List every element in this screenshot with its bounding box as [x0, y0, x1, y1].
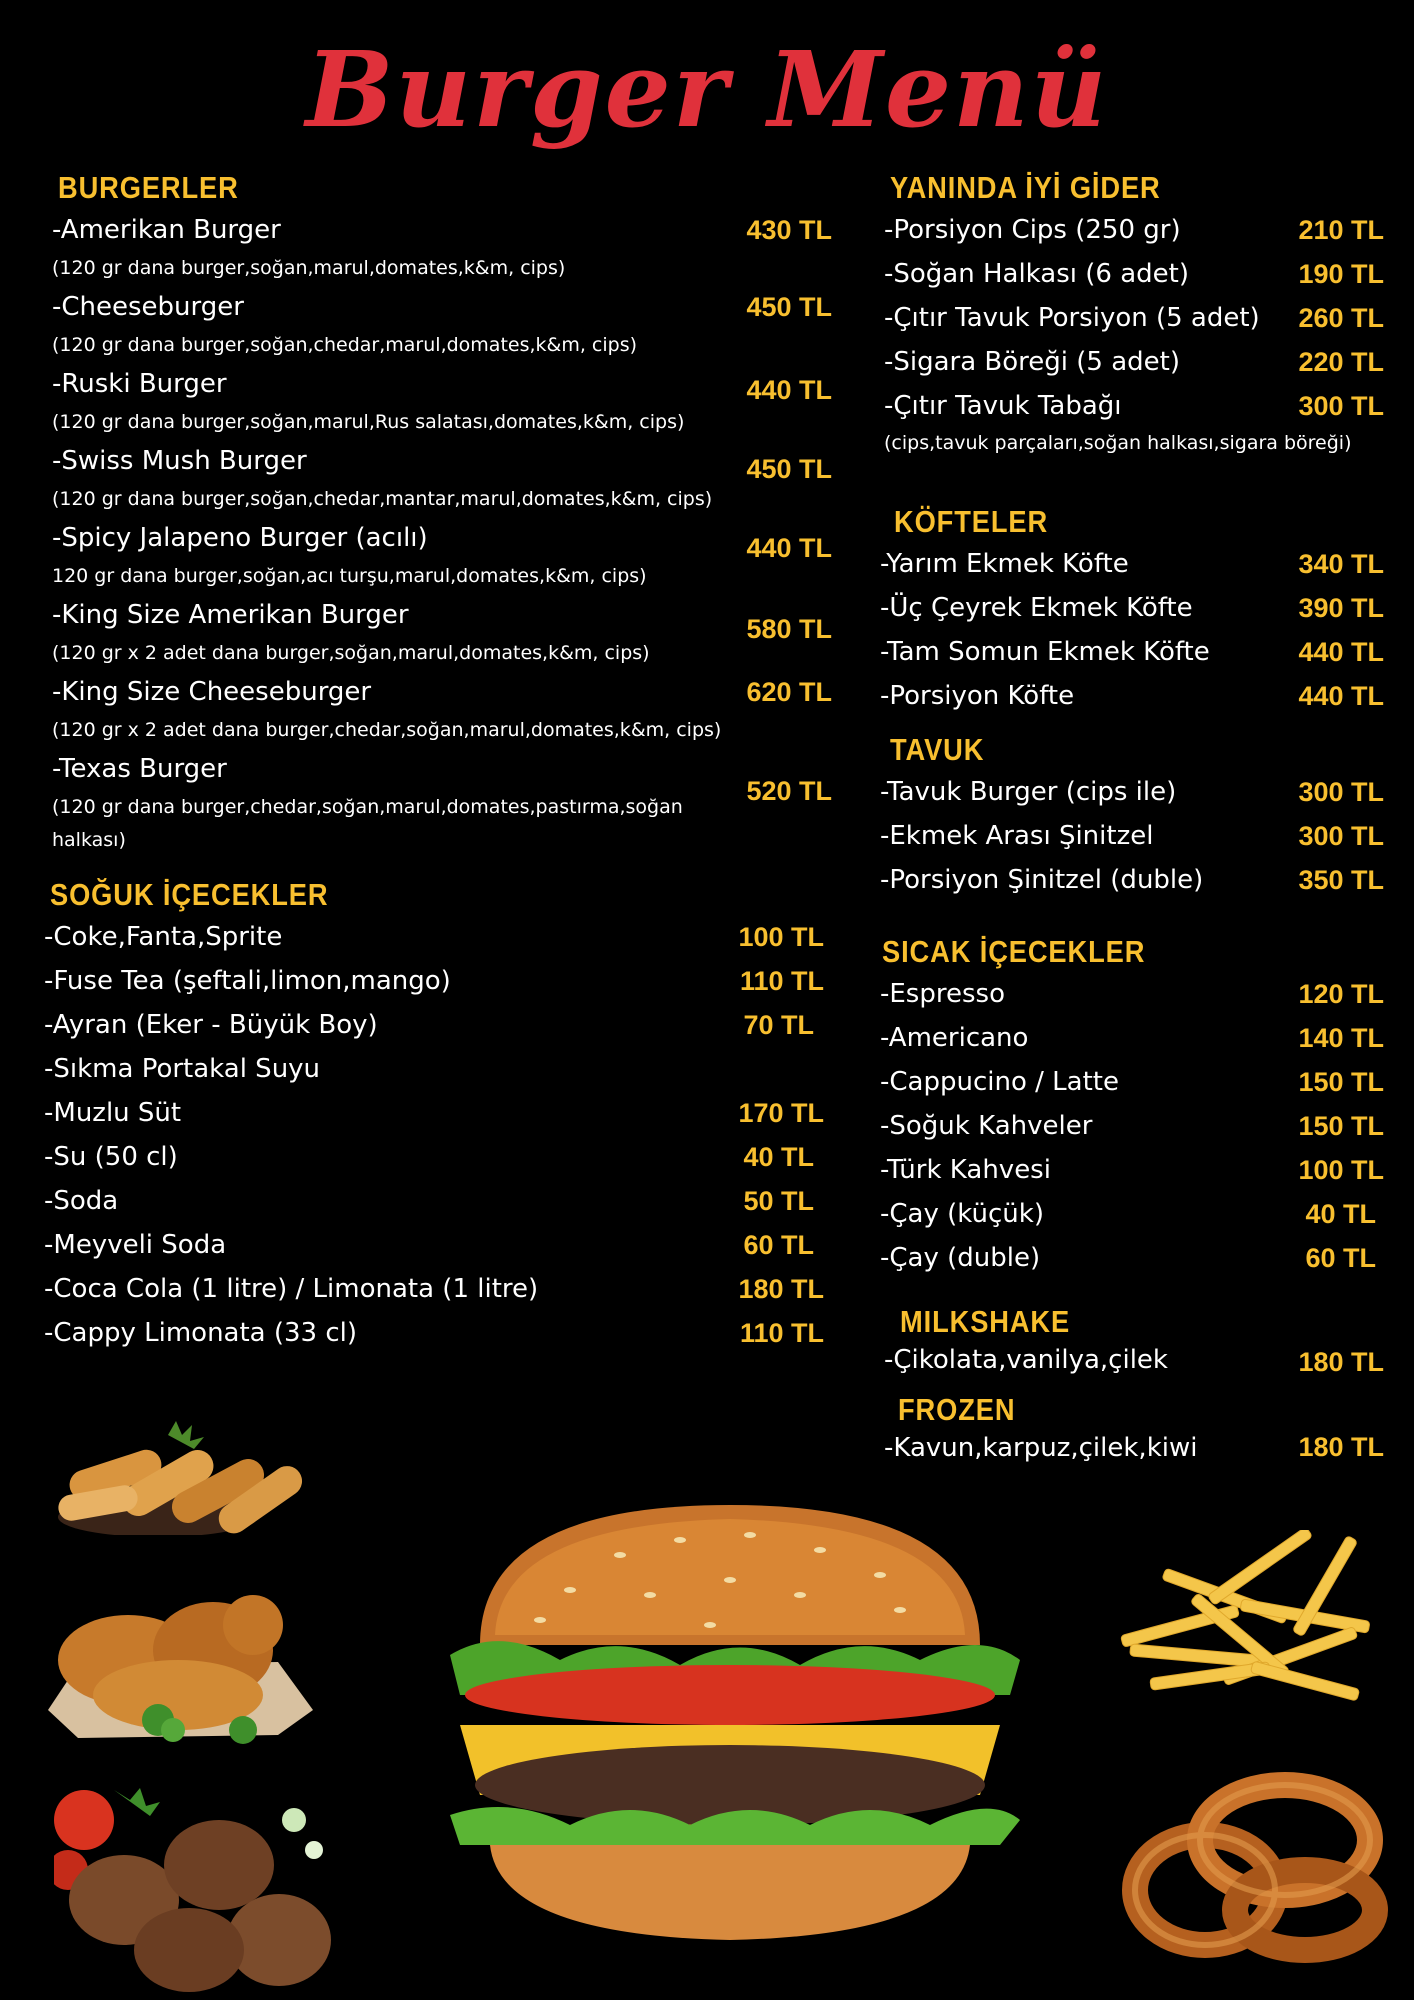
- item-price: 440 TL: [1298, 681, 1384, 711]
- item-price: 110 TL: [739, 1318, 824, 1348]
- item-desc: (120 gr dana burger,chedar,soğan,marul,domates,pastırma,soğan halkası): [52, 796, 683, 851]
- menu-item: [880, 1016, 1384, 1060]
- menu-item: [44, 1267, 822, 1311]
- section-burgerler: [52, 168, 832, 857]
- item-price: 110 TL: [739, 966, 824, 996]
- item-name: -Çıtır Tavuk Porsiyon (5 adet): [884, 303, 1260, 333]
- item-name: -Americano: [880, 1023, 1029, 1053]
- item-name: -Swiss Mush Burger: [52, 446, 307, 476]
- item-name: -Sıkma Portakal Suyu: [44, 1054, 321, 1084]
- menu-item: [44, 1047, 822, 1091]
- item-desc: (120 gr dana burger,soğan,marul,Rus salatası,domates,k&m, cips): [52, 411, 685, 433]
- item-price: 620 TL: [746, 677, 832, 707]
- menu-item: [52, 670, 832, 747]
- item-price: 300 TL: [1298, 821, 1384, 851]
- spring-rolls-photo: [48, 1405, 316, 1535]
- menu-item: [52, 593, 832, 670]
- item-desc: (120 gr dana burger,soğan,chedar,mantar,marul,domates,k&m, cips): [52, 488, 713, 510]
- menu-item: [44, 1179, 822, 1223]
- item-price: 40 TL: [1305, 1199, 1376, 1229]
- menu-item: [52, 285, 832, 362]
- menu-item: [880, 542, 1384, 586]
- item-name: -Espresso: [880, 979, 1005, 1009]
- menu-item: [880, 1192, 1384, 1236]
- item-name: -Cappucino / Latte: [880, 1067, 1119, 1097]
- item-price: 100 TL: [1298, 1155, 1384, 1185]
- item-name: -Porsiyon Köfte: [880, 681, 1075, 711]
- item-price: 440 TL: [1298, 637, 1384, 667]
- section-yaninda: [884, 168, 1384, 458]
- menu-item: [52, 439, 832, 516]
- item-price: 150 TL: [1298, 1067, 1384, 1097]
- item-price: 440 TL: [746, 533, 832, 563]
- menu-item: [884, 208, 1384, 252]
- item-name: -Kavun,karpuz,çilek,kiwi: [884, 1433, 1198, 1463]
- item-price: 580 TL: [746, 614, 832, 644]
- item-price: 350 TL: [1298, 865, 1384, 895]
- item-price: 100 TL: [738, 922, 824, 952]
- section-title-sicak: SICAK İÇECEKLER: [882, 934, 1146, 969]
- menu-item: [880, 770, 1384, 814]
- item-name: -Çay (duble): [880, 1243, 1041, 1273]
- item-name: -Fuse Tea (şeftali,limon,mango): [44, 966, 451, 996]
- menu-item: [52, 747, 832, 857]
- item-price: 210 TL: [1298, 215, 1384, 245]
- item-name: -Soğan Halkası (6 adet): [884, 259, 1189, 289]
- item-price: 120 TL: [1298, 979, 1384, 1009]
- left-column: [44, 168, 832, 1355]
- item-name: -Cappy Limonata (33 cl): [44, 1318, 358, 1348]
- item-price: 300 TL: [1298, 777, 1384, 807]
- item-price: 300 TL: [1298, 391, 1384, 421]
- section-title-yaninda: YANINDA İYİ GİDER: [890, 170, 1161, 205]
- item-price: 50 TL: [743, 1186, 814, 1216]
- item-price: 140 TL: [1298, 1023, 1384, 1053]
- menu-item: [884, 252, 1384, 296]
- menu-item: [880, 1060, 1384, 1104]
- item-desc: (120 gr x 2 adet dana burger,soğan,marul,domates,k&m, cips): [52, 642, 650, 664]
- item-price: 180 TL: [1298, 1347, 1384, 1377]
- item-name: -Ekmek Arası Şinitzel: [880, 821, 1154, 851]
- item-price: 440 TL: [746, 375, 832, 405]
- item-desc: 120 gr dana burger,soğan,acı turşu,marul,domates,k&m, cips): [52, 565, 647, 587]
- item-price: 60 TL: [743, 1230, 814, 1260]
- item-price: 520 TL: [746, 776, 832, 806]
- item-name: -Çikolata,vanilya,çilek: [884, 1345, 1168, 1375]
- section-frozen: [884, 1390, 1384, 1466]
- section-title-frozen: FROZEN: [898, 1392, 1016, 1427]
- item-desc: (120 gr x 2 adet dana burger,chedar,soğan,marul,domates,k&m, cips): [52, 719, 722, 741]
- item-price: 170 TL: [738, 1098, 824, 1128]
- item-name: -Üç Çeyrek Ekmek Köfte: [880, 593, 1193, 623]
- item-name: -Cheeseburger: [52, 292, 244, 322]
- item-name: -Soda: [44, 1186, 119, 1216]
- menu-title: Burger Menü: [305, 28, 1109, 151]
- section-kofteler: [880, 502, 1384, 718]
- item-name: -King Size Cheeseburger: [52, 677, 372, 707]
- section-title-tavuk: TAVUK: [890, 732, 985, 767]
- item-name: -Texas Burger: [52, 754, 227, 784]
- item-price: 450 TL: [746, 292, 832, 322]
- item-name: -Tavuk Burger (cips ile): [880, 777, 1177, 807]
- menu-item: [880, 972, 1384, 1016]
- menu-item: [884, 296, 1384, 340]
- item-price: 340 TL: [1298, 549, 1384, 579]
- menu-item: [880, 858, 1384, 902]
- burger-photo: [420, 1495, 1040, 1965]
- menu-item: [44, 959, 822, 1003]
- section-title-soguk: SOĞUK İÇECEKLER: [50, 877, 329, 912]
- item-name: -Spicy Jalapeno Burger (acılı): [52, 523, 428, 553]
- item-desc: (120 gr dana burger,soğan,marul,domates,k&m, cips): [52, 257, 566, 279]
- item-name: -Porsiyon Şinitzel (duble): [880, 865, 1204, 895]
- menu-item: [880, 630, 1384, 674]
- item-price: 260 TL: [1298, 303, 1384, 333]
- item-name: -Çay (küçük): [880, 1199, 1044, 1229]
- item-name: -Türk Kahvesi: [880, 1155, 1051, 1185]
- item-name: -Porsiyon Cips (250 gr): [884, 215, 1181, 245]
- fried-chicken-photo: [38, 1570, 323, 1750]
- menu-item: [880, 586, 1384, 630]
- menu-item: [44, 915, 822, 959]
- item-name: -King Size Amerikan Burger: [52, 600, 409, 630]
- item-name: -Yarım Ekmek Köfte: [880, 549, 1129, 579]
- section-milkshake: [884, 1302, 1384, 1378]
- item-price: 450 TL: [746, 454, 832, 484]
- item-name: -Tam Somun Ekmek Köfte: [880, 637, 1210, 667]
- menu-item: [52, 208, 832, 285]
- item-name: -Amerikan Burger: [52, 215, 281, 245]
- menu-item: [44, 1223, 822, 1267]
- item-price: 390 TL: [1298, 593, 1384, 623]
- item-name: -Muzlu Süt: [44, 1098, 182, 1128]
- item-price: 430 TL: [746, 215, 832, 245]
- menu-item: [52, 362, 832, 439]
- onion-rings-photo: [1115, 1750, 1395, 1965]
- item-price: 150 TL: [1298, 1111, 1384, 1141]
- section-title-milkshake: MILKSHAKE: [900, 1304, 1071, 1339]
- section-desc: (cips,tavuk parçaları,soğan halkası,sigara böreği): [884, 432, 1352, 454]
- item-name: -Coca Cola (1 litre) / Limonata (1 litre): [44, 1274, 539, 1304]
- item-name: -Ruski Burger: [52, 369, 227, 399]
- menu-item: [44, 1091, 822, 1135]
- menu-item: [884, 1430, 1384, 1466]
- menu-item: [44, 1003, 822, 1047]
- item-name: -Su (50 cl): [44, 1142, 178, 1172]
- meatballs-photo: [54, 1780, 344, 1995]
- item-name: -Ayran (Eker - Büyük Boy): [44, 1010, 378, 1040]
- menu-item: [884, 340, 1384, 384]
- french-fries-photo: [1100, 1530, 1395, 1710]
- section-soguk-icecekler: [44, 875, 822, 1355]
- menu-item: [52, 516, 832, 593]
- item-name: -Sigara Böreği (5 adet): [884, 347, 1181, 377]
- item-name: -Coke,Fanta,Sprite: [44, 922, 283, 952]
- menu-item: [884, 384, 1384, 428]
- item-price: 180 TL: [1298, 1432, 1384, 1462]
- section-tavuk: [880, 730, 1384, 902]
- section-title-kofteler: KÖFTELER: [894, 504, 1049, 539]
- item-price: 70 TL: [743, 1010, 814, 1040]
- menu-item: [884, 1342, 1384, 1378]
- item-price: 220 TL: [1298, 347, 1384, 377]
- menu-item: [44, 1311, 822, 1355]
- item-price: 190 TL: [1298, 259, 1384, 289]
- menu-item: [880, 1104, 1384, 1148]
- item-name: -Meyveli Soda: [44, 1230, 227, 1260]
- section-sicak-icecekler: [880, 932, 1384, 1280]
- section-title-burgerler: BURGERLER: [58, 170, 239, 205]
- right-column: [880, 168, 1384, 1466]
- menu-item: [44, 1135, 822, 1179]
- menu-item: [880, 1236, 1384, 1280]
- item-price: 40 TL: [743, 1142, 814, 1172]
- item-price: 60 TL: [1305, 1243, 1376, 1273]
- menu-item: [880, 674, 1384, 718]
- menu-item: [880, 1148, 1384, 1192]
- item-name: -Çıtır Tavuk Tabağı: [884, 391, 1122, 421]
- item-price: 180 TL: [738, 1274, 824, 1304]
- item-desc: (120 gr dana burger,soğan,chedar,marul,domates,k&m, cips): [52, 334, 638, 356]
- menu-item: [880, 814, 1384, 858]
- item-name: -Soğuk Kahveler: [880, 1111, 1093, 1141]
